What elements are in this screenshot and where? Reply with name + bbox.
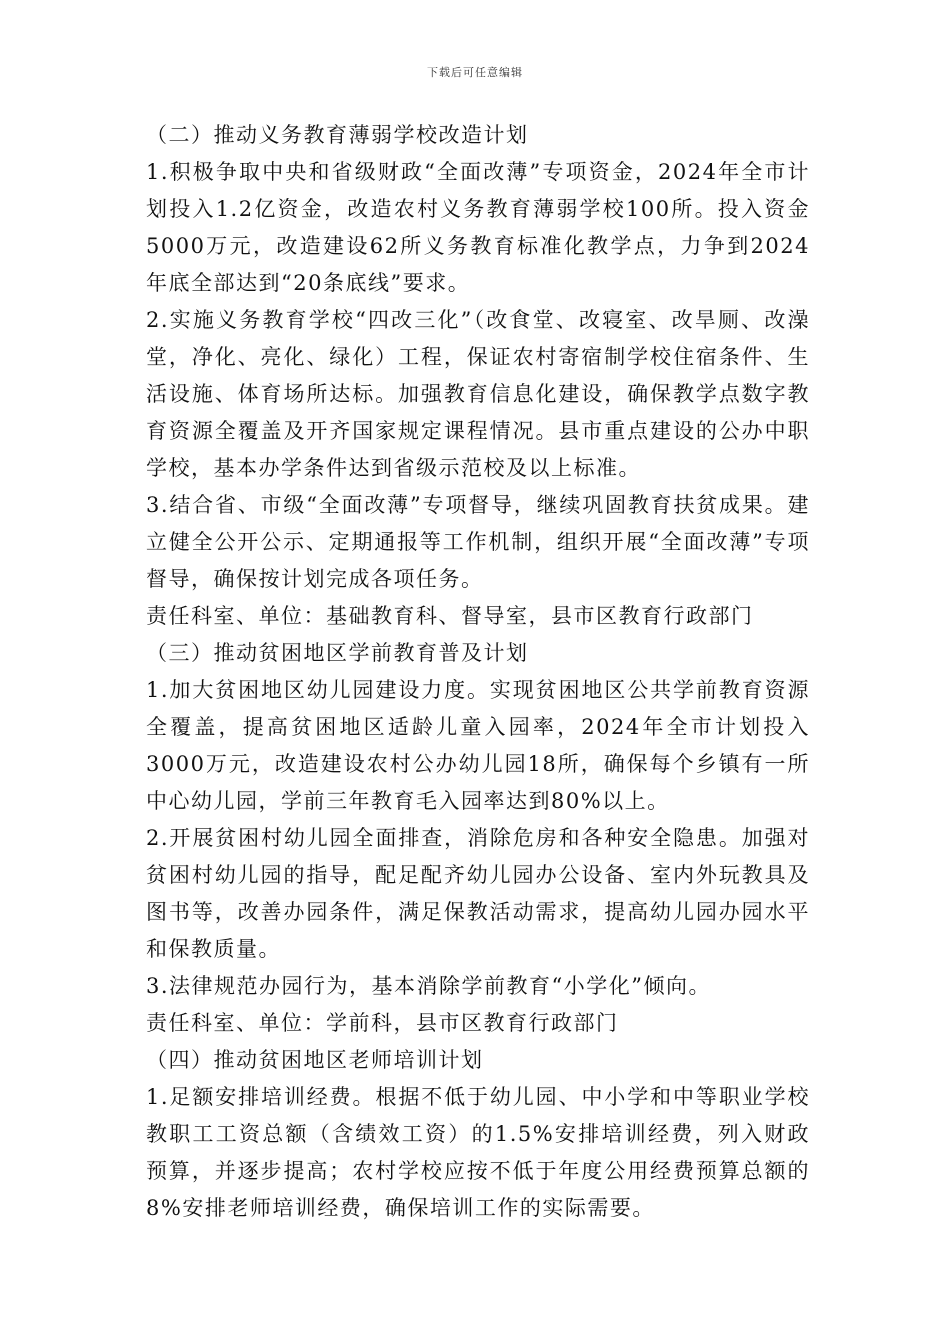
section-heading-4: （四）推动贫困地区老师培训计划 — [146, 1048, 484, 1072]
document-body — [146, 117, 810, 1227]
responsibility-line: 责任科室、单位：基础教育科、督导室，县市区教育行政部门 — [146, 604, 754, 628]
list-item: 1.足额安排培训经费。根据不低于幼儿园、中小学和中等职业学校教职工工资总额（含绩效工资）的1.5%安排培训经费，列入财政预算，并逐步提高；农村学校应按不低于年度公用经费预算总额的8%安排老师培训经费，确保培训工作的实际需要。 — [146, 1085, 810, 1220]
list-item: 2.开展贫困村幼儿园全面排查，消除危房和各种安全隐患。加强对贫困村幼儿园的指导，配足配齐幼儿园办公设备、室内外玩教具及图书等，改善办园条件，满足保教活动需求，提高幼儿园办园水平和保教质量。 — [146, 826, 810, 961]
list-item: 2.实施义务教育学校“四改三化”（改食堂、改寝室、改旱厕、改澡堂，净化、亮化、绿化）工程，保证农村寄宿制学校住宿条件、生活设施、体育场所达标。加强教育信息化建设，确保教学点数字教育资源全覆盖及开齐国家规定课程情况。县市重点建设的公办中职学校，基本办学条件达到省级示范校及以上标准。 — [146, 308, 810, 480]
list-item: 1.加大贫困地区幼儿园建设力度。实现贫困地区公共学前教育资源全覆盖，提高贫困地区适龄儿童入园率，2024年全市计划投入3000万元，改造建设农村公办幼儿园18所，确保每个乡镇有一所中心幼儿园，学前三年教育毛入园率达到80%以上。 — [146, 678, 810, 813]
section-heading-2: （二）推动义务教育薄弱学校改造计划 — [146, 123, 529, 147]
responsibility-line: 责任科室、单位：学前科，县市区教育行政部门 — [146, 1011, 619, 1035]
list-item: 3.结合省、市级“全面改薄”专项督导，继续巩固教育扶贫成果。建立健全公开公示、定期通报等工作机制，组织开展“全面改薄”专项督导，确保按计划完成各项任务。 — [146, 493, 810, 591]
page-header: 下载后可任意编辑 — [427, 66, 523, 79]
list-item: 3.法律规范办园行为，基本消除学前教育“小学化”倾向。 — [146, 974, 712, 998]
section-heading-3: （三）推动贫困地区学前教育普及计划 — [146, 641, 529, 665]
list-item: 1.积极争取中央和省级财政“全面改薄”专项资金，2024年全市计划投入1.2亿资金，改造农村义务教育薄弱学校100所。投入资金5000万元，改造建设62所义务教育标准化教学点，力争到2024年底全部达到“20条底线”要求。 — [146, 160, 810, 295]
